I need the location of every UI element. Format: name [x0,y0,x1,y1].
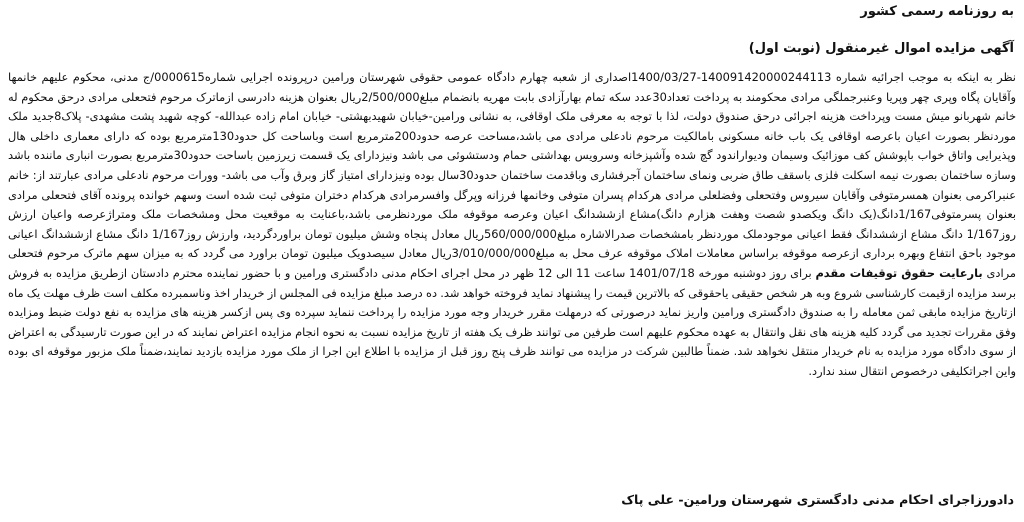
publication-heading: به روزنامه رسمی کشور [860,4,1014,19]
notice-body-part-2: برای روز دوشنبه مورخه 1401/07/18 ساعت 11 الی 12 ظهر در محل اجرای احکام مدنی دادگستری ورامین و با حضور نماینده محترم دادستان ازطریق مزایده به فروش برسد مزایده ازقیمت کارشناسی شروع وبه هر شخص حقیقی یاحقوقی که بالاترین قیمت را پیشنهاد نماید فروخته خواهد شد. ده درصد مبلغ مزایده فی المجلس از خریدار اخذ وناسمبرده مکلف است ظرف مهلت یک ماه ازتاریخ مزایده مابقی ثمن معامله را به صندوق دادگستری ورامین واریز نماید درصورتی که درمهلت مقرر خریدار وجه مورد مزایده را پرداخت ننماید سپرده وی پس ازکسر هزینه های مزایده به نفع دولت ضبط ومزایده وفق مقررات تجدید می گردد کلیه هزینه های نقل وانتقال به عهده محکوم علیهم است طرفین می توانند ظرف یک هفته از تاریخ مزایده نسبت به نحوه انجام مزایده اعتراض نمایند که در این صورت تارسیدگی به اعتراض از سوی دادگاه مورد مزایده به نام خریدار منتقل نخواهد شد. ضمناً طالبین شرکت در مزایده می توانند ظرف پنج روز قبل از مزایده با اطلاع این اجرا از ملک مورد مزایده بازدید نمایند،ضمناً ملک مزبور موقوفه ای بوده واین اجراتکلیفی درخصوص انتقال سند ندارد. [8,265,1016,378]
notice-body [8,68,1016,382]
notice-body-bold-phrase: بارعایت حقوق توقیفات مقدم [815,265,983,280]
notice-body-part-1: نظر به اینکه به موجب اجرائیه شماره 140091420000244113-1400/03/27اصداری از شعبه چهارم دادگاه عمومی حقوقی شهرستان ورامین درپرونده اجرایی شماره0000615/ج مدنی، محکوم علیهم خانمها وآقایان پگاه وپری چهر وپریا وعنبرجملگی مرادی محکومند به پرداخت تعداد30عدد سکه تمام بهارآزادی بابت مهریه بانضمام مبلغ2/500/000ریال بعنوان هزینه دادرسی ازماترک مرحوم فتحعلی مرادی درحق محکوم له خانم شهربانو میش مست وپرداخت هزینه اجرائی درحق صندوق دولت، لذا با توجه به معرفی ملک اوقافی، به نشانی ورامین-خیابان شهیدبهشتی- خیابان امام زاده عبدالله- کوچه شهید پشت مشهدی- پلاک8جدید ملک موردنظر بصورت اعیان باعرصه اوقافی یک باب خانه مسکونی بامالکیت مرحوم نادعلی مرادی می باشد،مساحت عرصه حدود200مترمربع است وباساحت کل حدود130مترمربع بوده که دارای معماری داخلی هال وپذیرایی واتاق خواب باپوشش کف موزائیک وسیمان ودیواراندود گچ شده وآشپزخانه وسرویس بهداشتی حمام ودستشوئی می باشد ونیزدارای یک قسمت زیرزمین باساحت حدود30مترمربع بصورت انباری ماننده باشد وسازه ساختمان بصورت نیمه اسکلت فلزی باسقف طاق ضربی ونمای ساختمان آجرفشاری وباقدمت ساختمان حدود30سال بوده ونیزدارای امتیاز گاز وبرق وآب می باشد- وورات مرحوم نادعلی مرادی عبارتند از: خانم عنبراکرمی بعنوان همسرمتوفی وآقایان سیروس وفتحعلی وفضلعلی مرادی هرکدام پسران متوفی وخانمها فرزانه وپرگل وافسرمرادی هرکدام دختران متوفی ثبت شده است وسهم خوانده پرونده آقای فتحعلی مرادی بعنوان پسرمتوفی1/167دانگ(یک دانگ ویکصدو شصت وهفت هزارم دانگ)مشاع ازششدانگ اعیان وعرصه موقوفه ملک موردنظرمی باشد،باعنایت به موقعیت محل ومشخصات ملک ومتراژعرصه واعیان ارزش روز1/167 دانگ مشاع ازششدانگ فقط اعیانی موجودملک موردنظر بامشخصات صدرالاشاره مبلغ560/000/000ریال معادل پنجاه وشش میلیون تومان براوردگردید، وارزش روز1/167 دانگ مشاع ازششدانگ اعیانی موجود باحق انتفاع وبهره برداری ازعرصه موقوفه براساس معاملات املاک موقوفه عرف محل به مبلغ3/010/000/000ریال معادل سیصدویک میلیون تومان براورد می گردد که به میزان سهم ماترک مرحوم فتحعلی مرادی [8,70,1017,280]
signature-line: دادورزاجرای احکام مدنی دادگستری شهرستان ورامین- علی پاک [621,492,1014,507]
notice-page [6,0,1018,522]
notice-title: آگهی مزایده اموال غیرمنقول (نوبت اول) [748,41,1014,56]
